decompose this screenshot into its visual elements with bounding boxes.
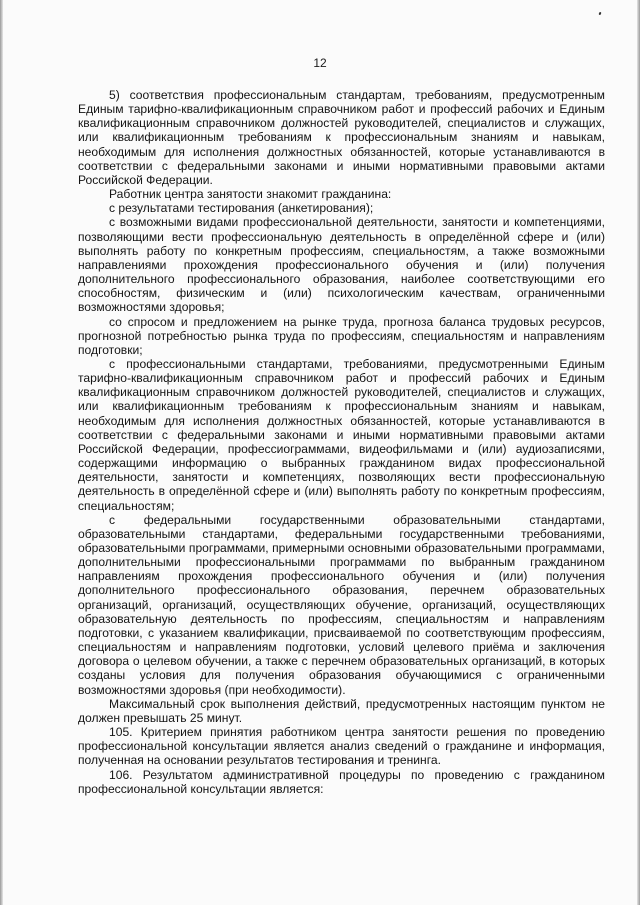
document-body <box>78 88 605 796</box>
paragraph-prof-standards: с профессиональными стандартами, требованиями, предусмотренными Единым тарифно-квалификационным справочником работ и профессий рабочих и Единым квалификационным справочником должностей руководителей, специалистов и служащих, или квалификационным требованиям к профессиональным знаниям и навыкам, необходимым для исполнения должностных обязанностей, которые устанавливаются в соответствии с федеральными законами и иными нормативными правовыми актами Российской Федерации, профессиограммами, видеофильмами и (или) аудиозаписями, содержащими информацию о выбранных гражданином видах профессиональной деятельности, занятости и компетенциях, позволяющих вести профессиональную деятельность в определённой сфере и (или) выполнять работу по конкретным профессиям, специальностям; <box>78 356 605 513</box>
paragraph-max-time: Максимальный срок выполнения действий, предусмотренных настоящим пунктом не должен превышать 25 минут. <box>78 696 605 725</box>
scan-edge-left <box>0 0 3 905</box>
paragraph-testing-results: с результатами тестирования (анкетирования); <box>109 201 374 216</box>
scan-speck <box>598 12 601 16</box>
paragraph-106: 106. Результатом административной процедуры по проведению с гражданином профессиональной консультации является: <box>78 767 605 796</box>
paragraph-edu-standards: с федеральными государственными образовательными стандартами, образовательными стандартами, федеральными государственными требованиями, образовательными программами, примерными основными образовательными программами, дополнительными профессиональными программами по выбранным гражданином направлениям прохождения профессионального обучения и (или) получения дополнительного профессионального образования, перечнем образовательных организаций, организаций, осуществляющих обучение, организаций, осуществляющих образовательную деятельность по профессиям, специальностям и направлениям подготовки, с указанием квалификации, присваиваемой по соответствующим профессиям, специальностям и направлениям подготовки, условий целевого приёма и заключения договора о целевом обучении, а также с перечнем образовательных организаций, в которых созданы условия для получения образования обучающимися с ограниченными возможностями здоровья (при необходимости). <box>78 512 605 697</box>
paragraph-intro: Работник центра занятости знакомит гражданина: <box>109 187 392 202</box>
paragraph-item-5: 5) соответствия профессиональным стандартам, требованиям, предусмотренным Единым тарифно-квалификационным справочником работ и профессий рабочих и Единым квалификационным справочником должностей руководителей, специалистов и служащих, или квалификационным требованиям к профессиональным знаниям и навыкам, необходимым для исполнения должностных обязанностей, которые устанавливаются в соответствии с федеральными законами и иными нормативными правовыми актами Российской Федерации. <box>78 88 605 187</box>
paragraph-105: 105. Критерием принятия работником центра занятости решения по проведению профессиональной консультации является анализ сведений о гражданине и информация, полученная на основании результатов тестирования и тренинга. <box>78 725 605 768</box>
page-number: 12 <box>313 56 327 70</box>
paragraph-labor-market: со спросом и предложением на рынке труда, прогноза баланса трудовых ресурсов, прогнозной потребностью рынка труда по профессиям, специальностям и направлениям подготовки; <box>78 314 605 357</box>
paragraph-activity-types: с возможными видами профессиональной деятельности, занятости и компетенциями, позволяющими вести профессиональную деятельность в определённой сфере и (или) выполнять работу по конкретным профессиям, специальностям, а также возможными направлениями прохождения профессионального обучения и (или) получения дополнительного профессионального образования, наиболее соответствующими его способностям, физическим и (или) психологическим качествам, ограниченными возможностями здоровья; <box>78 215 605 315</box>
